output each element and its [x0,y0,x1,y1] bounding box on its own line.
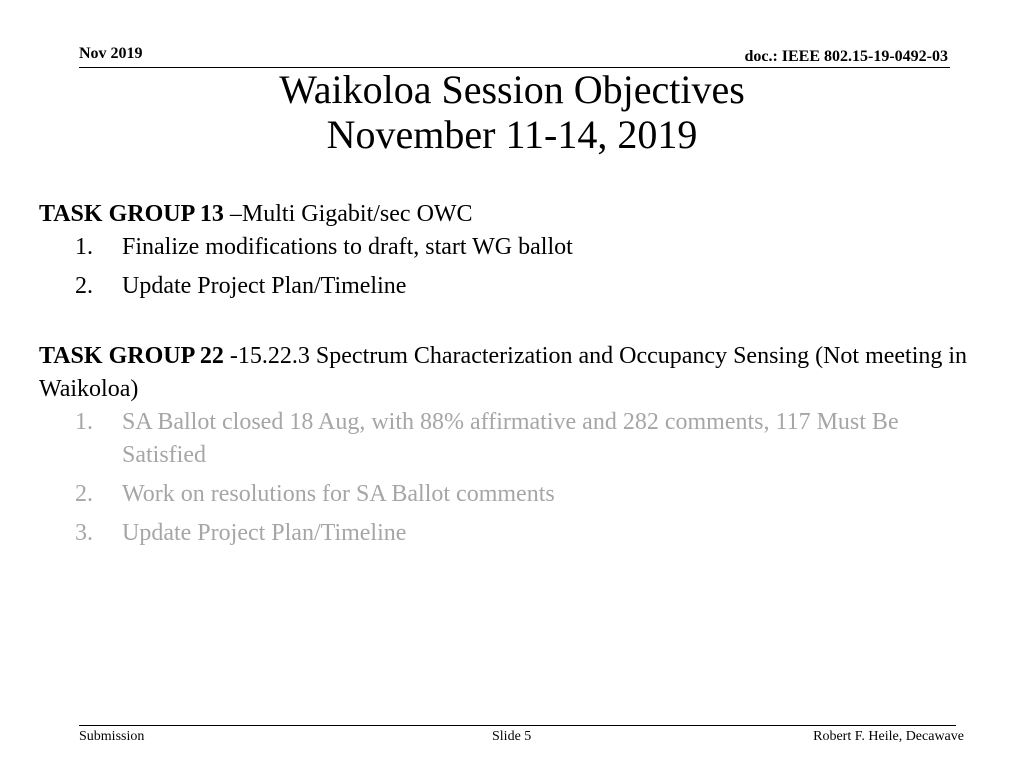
tg13-objectives-list [39,231,979,303]
header-date: Nov 2019 [79,45,143,62]
tg13-heading [39,198,979,231]
footer-divider [79,725,956,726]
list-item [39,231,979,264]
list-item-text: SA Ballot closed 18 Aug, with 88% affirmative and 282 comments, 117 Must Be Satisfied [122,409,899,468]
slide-title-line-2: November 11-14, 2019 [326,112,698,157]
tg13-description: –Multi Gigabit/sec OWC [223,201,473,227]
footer-author: Robert F. Heile, Decawave [813,729,964,744]
tg22-description: -15.22.3 Spectrum Characterization and Occupancy Sensing (Not meeting in Waikoloa) [39,343,968,402]
list-item [39,478,979,511]
list-item-text: Update Project Plan/Timeline [122,520,407,546]
footer-slide-number: Slide 5 [492,729,532,744]
list-item-text: Update Project Plan/Timeline [122,273,407,299]
section-spacer [39,309,979,340]
list-item-number: 2. [75,481,93,507]
list-item-text: Work on resolutions for SA Ballot comments [122,481,555,507]
slide-title-line-1: Waikoloa Session Objectives [279,67,745,112]
footer-submission: Submission [79,729,145,744]
slide-content [39,198,979,556]
list-item-number: 1. [75,409,93,435]
slide-title [0,67,1024,157]
list-item-number: 2. [75,273,93,299]
list-item [39,406,979,472]
list-item-number: 1. [75,234,93,260]
list-item-number: 3. [75,520,93,546]
list-item-text: Finalize modifications to draft, start WG ballot [122,234,573,260]
list-item [39,517,979,550]
tg22-label: TASK GROUP 22 [39,343,224,369]
tg13-label: TASK GROUP 13 [39,201,224,227]
header-doc-id: doc.: IEEE 802.15-19-0492-03 [744,48,948,65]
tg22-objectives-list [39,406,979,550]
list-item [39,270,979,303]
tg22-heading [39,340,979,406]
